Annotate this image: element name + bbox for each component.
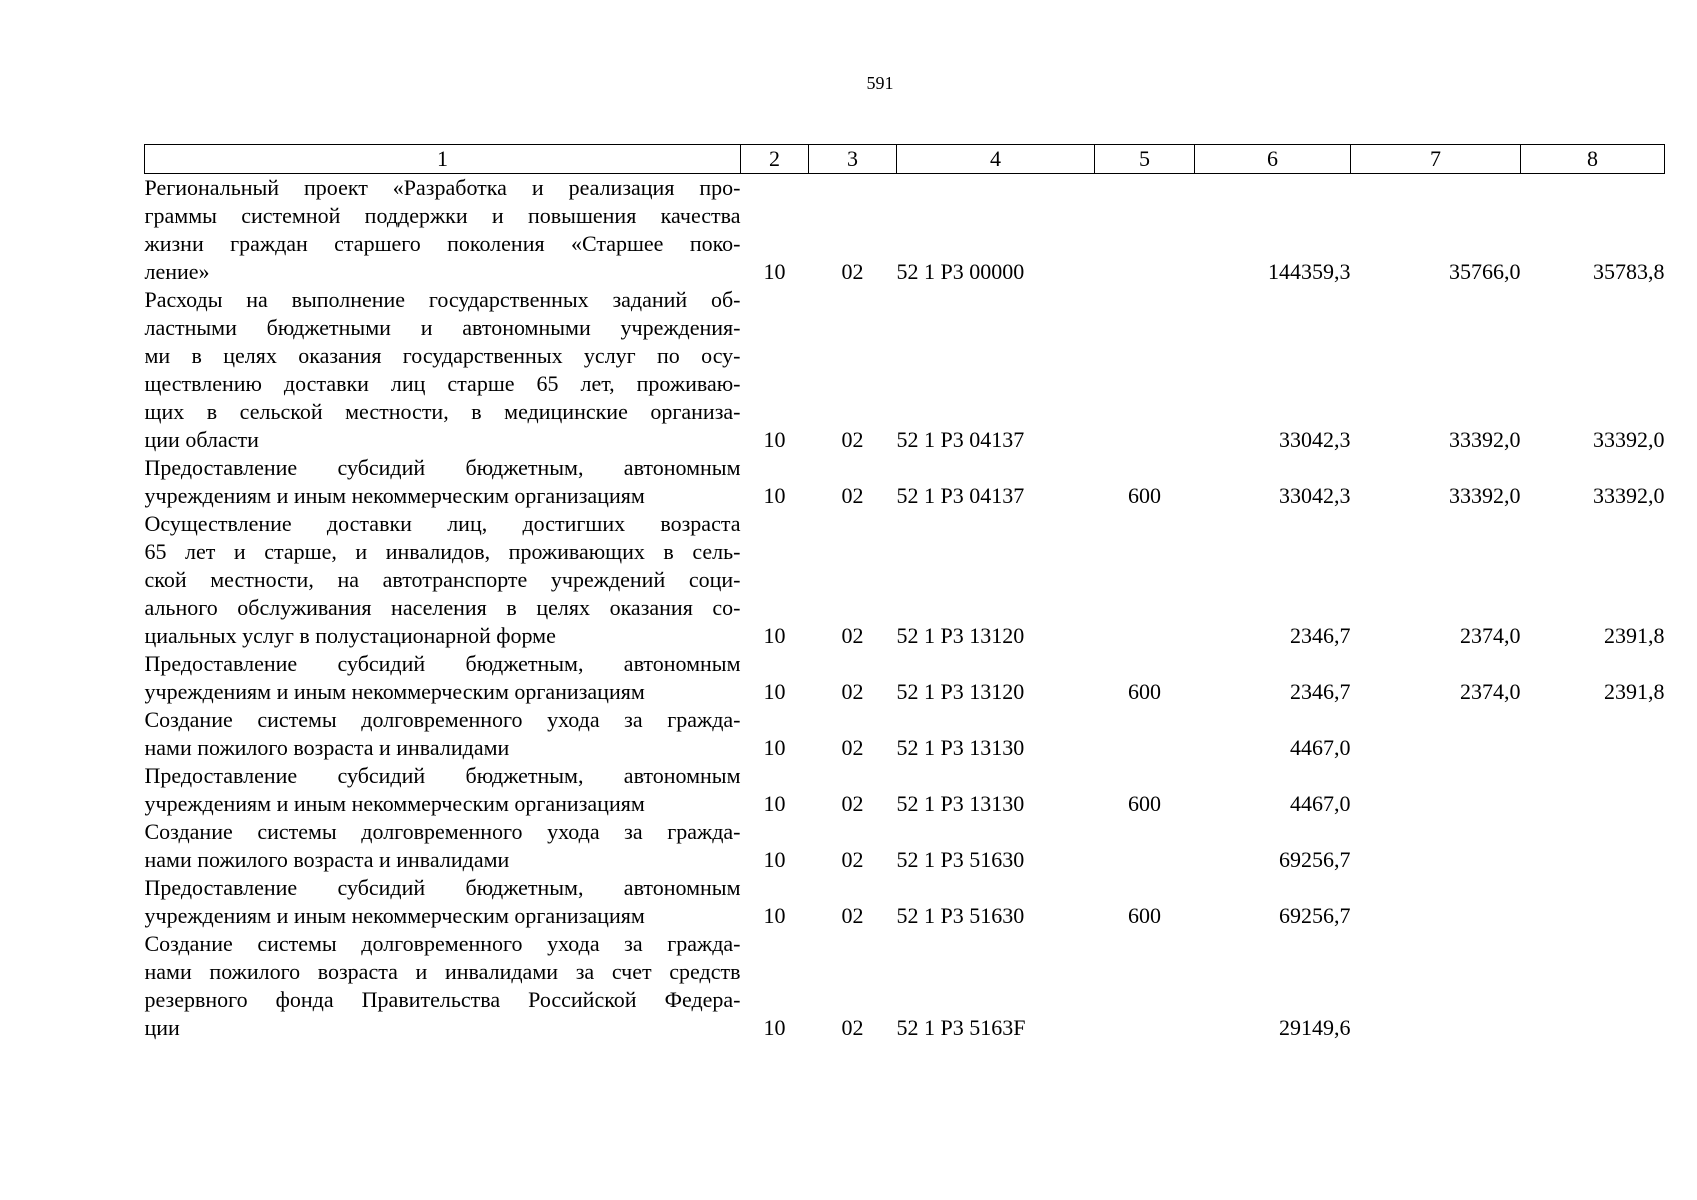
table-row (145, 286, 1665, 454)
amount-year-2: 35766,0 (1449, 259, 1521, 284)
amount-year-1: 4467,0 (1290, 735, 1351, 760)
description-line: учреждениям и иным некоммерческим организациям (144, 679, 645, 704)
description-line: Расходы на выполнение государственных заданий об- (144, 287, 741, 312)
subsection-code: 02 (841, 735, 864, 760)
table-body (145, 174, 1665, 1043)
amount-year-3 (1521, 706, 1665, 762)
amount-year-3 (1521, 762, 1665, 818)
description-line: ции (144, 1015, 180, 1040)
expense-type-code (1095, 818, 1195, 874)
description-line: Предоставление субсидий бюджетным, автономным (144, 875, 741, 900)
amount-year-1: 2346,7 (1290, 679, 1351, 704)
target-article-code: 52 1 P3 5163F (896, 1015, 1026, 1040)
amount-year-2 (1351, 762, 1521, 818)
amount-year-3: 33392,0 (1593, 483, 1665, 508)
amount-year-1: 4467,0 (1290, 791, 1351, 816)
amount-year-3: 2391,8 (1604, 679, 1665, 704)
expense-type-code: 600 (1128, 903, 1161, 928)
description-line: ального обслуживания населения в целях оказания со- (144, 595, 741, 620)
section-code: 10 (763, 1015, 786, 1040)
section-code: 10 (763, 483, 786, 508)
subsection-code: 02 (841, 1015, 864, 1040)
table-row (145, 762, 1665, 818)
amount-year-1: 69256,7 (1279, 903, 1351, 928)
description-line: ской местности, на автотранспорте учреждений соци- (144, 567, 741, 592)
row-description (145, 454, 741, 510)
target-article-code: 52 1 P3 04137 (896, 483, 1025, 508)
subsection-code: 02 (841, 483, 864, 508)
row-description (145, 650, 741, 706)
description-line: ми в целях оказания государственных услуг по осу- (144, 343, 741, 368)
expense-type-code (1095, 510, 1195, 650)
column-header: 2 (741, 145, 809, 174)
description-line: 65 лет и старше, и инвалидов, проживающих в сель- (144, 539, 741, 564)
column-header: 8 (1521, 145, 1665, 174)
subsection-code: 02 (841, 791, 864, 816)
table-row (145, 174, 1665, 287)
description-line: ции области (144, 427, 259, 452)
target-article-code: 52 1 P3 13120 (896, 679, 1025, 704)
description-line: граммы системной поддержки и повышения качества (144, 203, 741, 228)
target-article-code: 52 1 P3 04137 (896, 427, 1025, 452)
description-line: Создание системы долговременного ухода за гражда- (144, 931, 741, 956)
amount-year-3: 2391,8 (1604, 623, 1665, 648)
row-description (145, 874, 741, 930)
target-article-code: 52 1 P3 13130 (896, 791, 1025, 816)
subsection-code: 02 (841, 427, 864, 452)
description-line: циальных услуг в полустационарной форме (144, 623, 556, 648)
description-line: ществлению доставки лиц старше 65 лет, проживаю- (144, 371, 741, 396)
description-line: учреждениям и иным некоммерческим организациям (144, 791, 645, 816)
column-header: 7 (1351, 145, 1521, 174)
description-line: ластными бюджетными и автономными учреждения- (144, 315, 741, 340)
section-code: 10 (763, 679, 786, 704)
column-header: 4 (897, 145, 1095, 174)
description-line: жизни граждан старшего поколения «Старшее поко- (144, 231, 741, 256)
target-article-code: 52 1 P3 00000 (896, 259, 1025, 284)
amount-year-2: 33392,0 (1449, 483, 1521, 508)
description-line: Создание системы долговременного ухода за гражда- (144, 819, 741, 844)
section-code: 10 (763, 735, 786, 760)
header-row (145, 145, 1665, 174)
target-article-code: 52 1 P3 51630 (896, 847, 1025, 872)
column-header: 3 (809, 145, 897, 174)
description-line: Предоставление субсидий бюджетным, автономным (144, 455, 741, 480)
table-row (145, 818, 1665, 874)
amount-year-1: 33042,3 (1279, 427, 1351, 452)
subsection-code: 02 (841, 679, 864, 704)
expense-type-code (1095, 174, 1195, 287)
amount-year-2 (1351, 706, 1521, 762)
amount-year-1: 69256,7 (1279, 847, 1351, 872)
section-code: 10 (763, 259, 786, 284)
amount-year-3 (1521, 818, 1665, 874)
column-header: 5 (1095, 145, 1195, 174)
description-line: Осуществление доставки лиц, достигших возраста (144, 511, 741, 536)
description-line: нами пожилого возраста и инвалидами (144, 735, 510, 760)
subsection-code: 02 (841, 847, 864, 872)
subsection-code: 02 (841, 623, 864, 648)
expense-type-code (1095, 930, 1195, 1042)
description-line: щих в сельской местности, в медицинские организа- (144, 399, 741, 424)
amount-year-2: 2374,0 (1460, 623, 1521, 648)
table-row (145, 706, 1665, 762)
amount-year-1: 144359,3 (1268, 259, 1351, 284)
row-description (145, 286, 741, 454)
amount-year-2 (1351, 818, 1521, 874)
description-line: Региональный проект «Разработка и реализация про- (144, 175, 741, 200)
section-code: 10 (763, 847, 786, 872)
row-description (145, 174, 741, 287)
amount-year-2: 33392,0 (1449, 427, 1521, 452)
table-row (145, 510, 1665, 650)
amount-year-1: 29149,6 (1279, 1015, 1351, 1040)
target-article-code: 52 1 P3 51630 (896, 903, 1025, 928)
column-header: 6 (1195, 145, 1351, 174)
description-line: ление» (144, 259, 210, 284)
expense-type-code: 600 (1128, 483, 1161, 508)
amount-year-2: 2374,0 (1460, 679, 1521, 704)
description-line: резервного фонда Правительства Российской Федера- (144, 987, 741, 1012)
amount-year-3 (1521, 930, 1665, 1042)
budget-table (144, 144, 1665, 1042)
amount-year-3: 33392,0 (1593, 427, 1665, 452)
target-article-code: 52 1 P3 13120 (896, 623, 1025, 648)
expense-type-code (1095, 286, 1195, 454)
amount-year-1: 33042,3 (1279, 483, 1351, 508)
amount-year-1: 2346,7 (1290, 623, 1351, 648)
row-description (145, 818, 741, 874)
description-line: Создание системы долговременного ухода за гражда- (144, 707, 741, 732)
expense-type-code: 600 (1128, 791, 1161, 816)
amount-year-2 (1351, 930, 1521, 1042)
description-line: нами пожилого возраста и инвалидами за счет средств (144, 959, 741, 984)
description-line: Предоставление субсидий бюджетным, автономным (144, 651, 741, 676)
table-row (145, 930, 1665, 1042)
row-description (145, 510, 741, 650)
page-number: 591 (866, 73, 894, 93)
section-code: 10 (763, 791, 786, 816)
row-description (145, 762, 741, 818)
table-header (145, 145, 1665, 174)
section-code: 10 (763, 903, 786, 928)
expense-type-code: 600 (1128, 679, 1161, 704)
description-line: учреждениям и иным некоммерческим организациям (144, 483, 645, 508)
row-description (145, 706, 741, 762)
subsection-code: 02 (841, 903, 864, 928)
row-description (145, 930, 741, 1042)
section-code: 10 (763, 623, 786, 648)
description-line: Предоставление субсидий бюджетным, автономным (144, 763, 741, 788)
subsection-code: 02 (841, 259, 864, 284)
amount-year-3 (1521, 874, 1665, 930)
description-line: учреждениям и иным некоммерческим организациям (144, 903, 645, 928)
amount-year-2 (1351, 874, 1521, 930)
description-line: нами пожилого возраста и инвалидами (144, 847, 510, 872)
expense-type-code (1095, 706, 1195, 762)
target-article-code: 52 1 P3 13130 (896, 735, 1025, 760)
table-row (145, 874, 1665, 930)
table-row (145, 454, 1665, 510)
column-header: 1 (145, 145, 741, 174)
section-code: 10 (763, 427, 786, 452)
amount-year-3: 35783,8 (1593, 259, 1665, 284)
table-row (145, 650, 1665, 706)
